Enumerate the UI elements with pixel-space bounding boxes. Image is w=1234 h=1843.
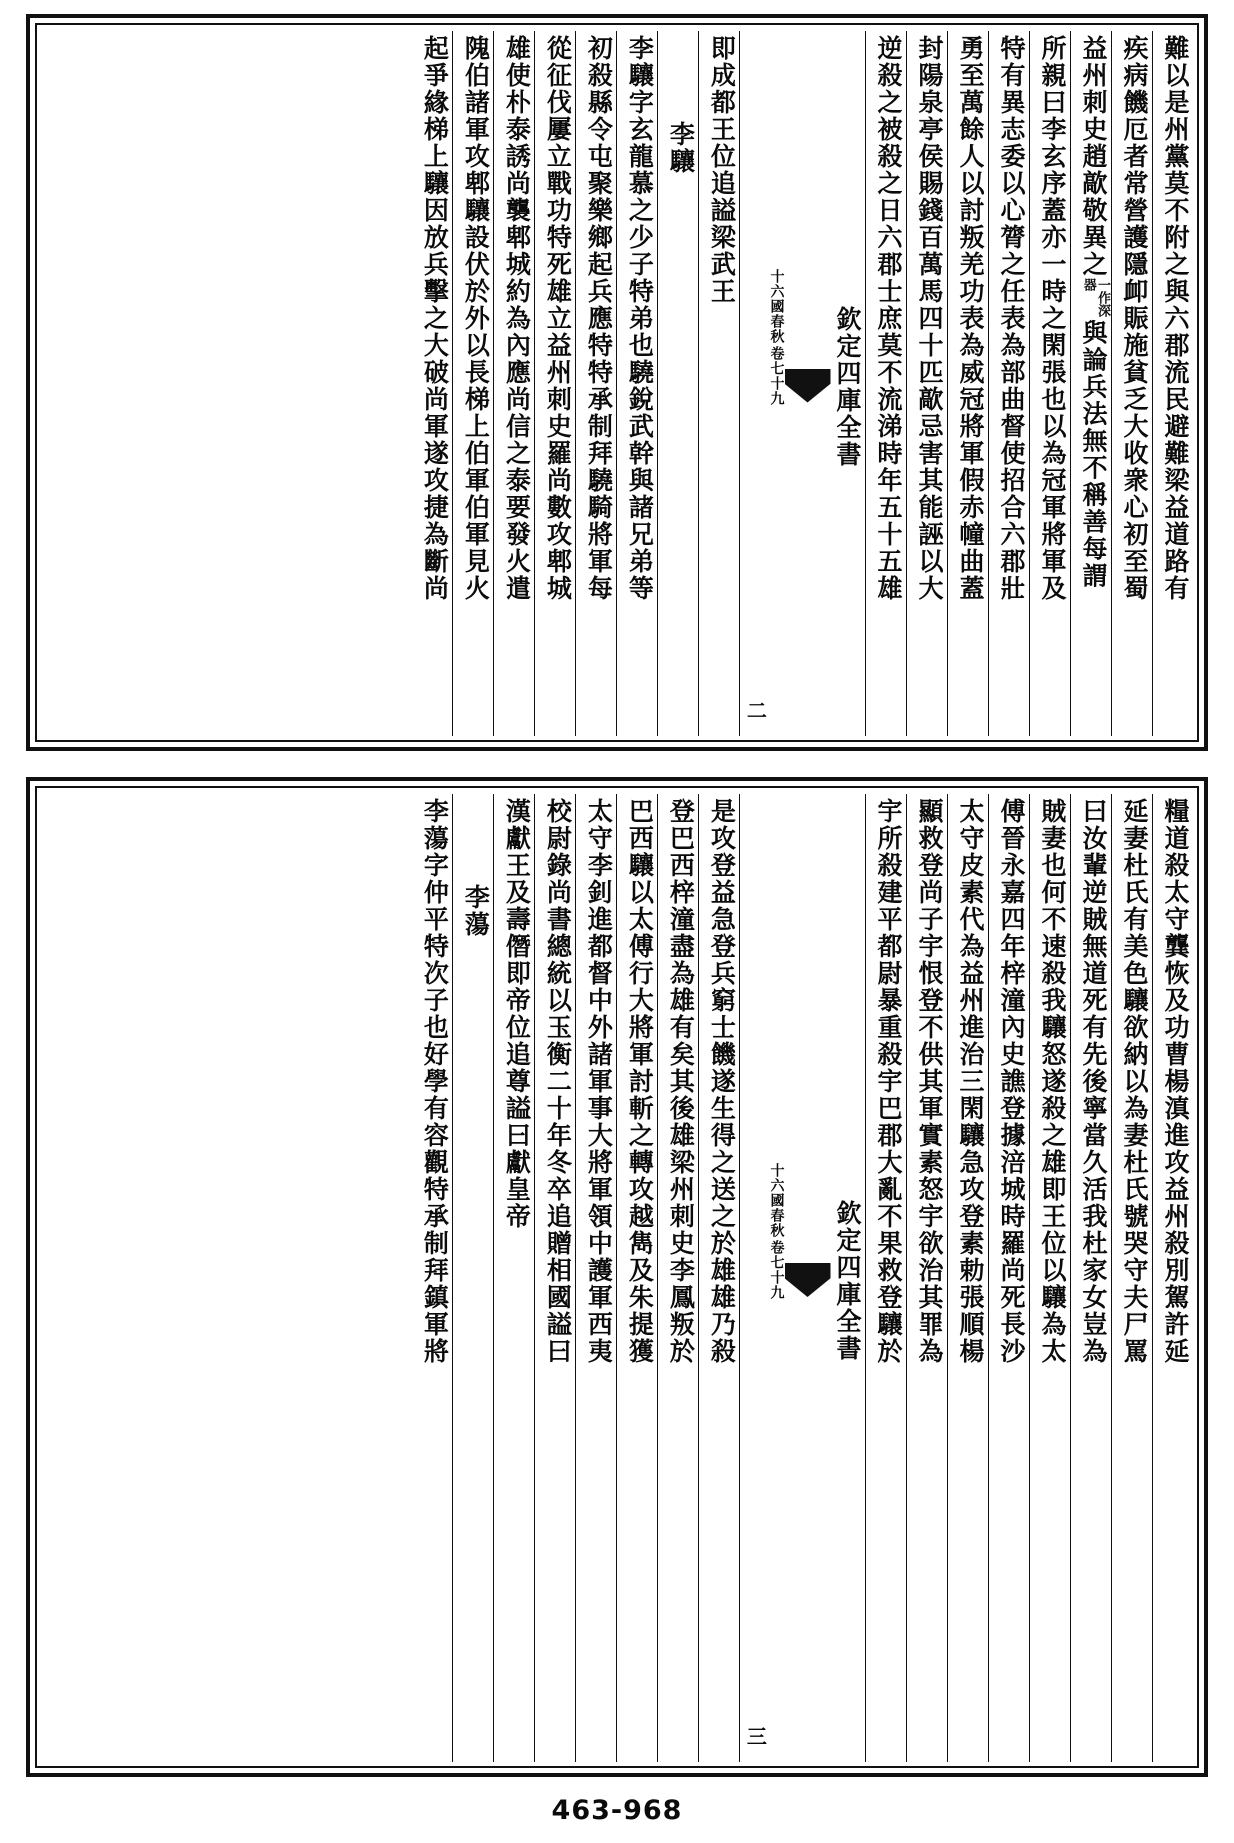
series-title: 欽定四庫全書 — [833, 305, 862, 468]
text-column: 賊妻也何不速殺我驤怒遂殺之雄即王位以驤為太 — [1029, 794, 1070, 1762]
text-column: 初殺縣令屯聚樂鄉起兵應特特承制拜驍騎將軍每 — [575, 31, 616, 736]
text-column: 即成都王位追謚梁武王 — [698, 31, 739, 736]
volume-note-line1: 十六國春秋 — [768, 268, 785, 344]
text-column-with-annotation — [1070, 31, 1111, 736]
text-column: 傅晉永嘉四年梓潼內史譙登據涪城時羅尚死長沙 — [988, 794, 1029, 1762]
text-column: 太守李釗進都督中外諸軍事大將軍領中護軍西夷 — [575, 794, 616, 1762]
section-heading — [452, 794, 493, 1762]
fish-tail-mark — [785, 1263, 831, 1297]
text-column: 是攻登益急登兵窮士饑遂生得之送之於雄雄乃殺 — [698, 794, 739, 1762]
text-column: 難以是州黨莫不附之與六郡流民避難梁益道路有 — [1152, 31, 1193, 736]
leaf-bottom-inner — [35, 786, 1199, 1768]
text-column: 特有異志委以心膂之任表為部曲督使招合六郡壯 — [988, 31, 1029, 736]
section-heading — [657, 31, 698, 736]
text-column: 雄使朴泰誘尚襲郫城約為內應尚信之泰要發火遣 — [493, 31, 534, 736]
text-column: 李蕩字仲平特次子也好學有容觀特承制拜鎮軍將 — [420, 798, 450, 1365]
text-column: 顯救登尚子宇恨登不供其軍實素怒宇欲治其罪為 — [906, 794, 947, 1762]
text-column: 漢獻王及壽僭即帝位追尊謚曰獻皇帝 — [493, 794, 534, 1762]
text-column: 李驤字玄龍慕之少子特弟也驍銳武幹與諸兄弟等 — [616, 31, 657, 736]
text-column: 宇所殺建平都尉暴重殺宇巴郡大亂不果救登驤於 — [865, 794, 906, 1762]
column-text: 益州刺史趙歊敬異之 — [1079, 35, 1108, 278]
leaf-bottom — [26, 777, 1208, 1777]
page-footer: 463-968 — [551, 1795, 683, 1826]
text-column: 逆殺之被殺之日六郡士庶莫不流涕時年五十五雄 — [865, 31, 906, 736]
center-banner — [739, 31, 865, 736]
volume-note-line1: 十六國春秋 — [768, 1163, 785, 1238]
text-column: 太守皮素代為益州進治三閑驤急攻登素勅張順楊 — [947, 794, 988, 1762]
text-column: 登巴西梓潼盡為雄有矣其後雄梁州刺史李鳳叛於 — [657, 794, 698, 1762]
text-column: 曰汝輩逆賊無道死有先後寧當久活我杜家女豈為 — [1070, 794, 1111, 1762]
volume-note-line2: 卷七十九 — [768, 345, 785, 406]
text-column: 勇至萬餘人以討叛羌功表為威冠將軍假赤幢曲蓋 — [947, 31, 988, 736]
page-number: 二 — [743, 700, 768, 722]
section-heading-text: 李蕩 — [461, 884, 491, 938]
text-column: 糧道殺太守龔恢及功曹楊滇進攻益州殺別駕許延 — [1152, 794, 1193, 1762]
text-column: 所親曰李玄序蓋亦一時之閑張也以為冠軍將軍及 — [1029, 31, 1070, 736]
volume-note — [768, 1163, 784, 1393]
column-text-cont: 與論兵法無不稱善每謂 — [1079, 319, 1108, 590]
leaf-top-inner — [35, 23, 1199, 742]
text-column: 隗伯諸軍攻郫驤設伏於外以長梯上伯軍伯軍見火 — [452, 31, 493, 736]
interlinear-note: 一作深器 — [1080, 278, 1110, 317]
volume-note-line2: 卷七十九 — [768, 1240, 785, 1300]
text-column: 起爭緣梯上驤因放兵擊之大破尚軍遂攻捷為斷尚 — [420, 35, 450, 602]
fish-tail-mark — [785, 369, 831, 403]
text-column: 延妻杜氏有美色驤欲納以為妻杜氏號哭守夫尸罵 — [1111, 794, 1152, 1762]
text-column: 封陽泉亭侯賜錢百萬馬四十匹歊忌害其能誣以大 — [906, 31, 947, 736]
leaf-top — [26, 14, 1208, 751]
section-heading-text: 李驤 — [666, 121, 696, 175]
volume-note — [768, 269, 784, 499]
series-title: 欽定四庫全書 — [833, 1200, 862, 1362]
page-number: 三 — [743, 1726, 768, 1748]
text-column: 從征伐屢立戰功特死雄立益州刺史羅尚數攻郫城 — [534, 31, 575, 736]
center-banner — [739, 794, 865, 1762]
text-column: 疾病饑厄者常營護隱卹賑施貧乏大收衆心初至蜀 — [1111, 31, 1152, 736]
text-column: 巴西驤以太傅行大將軍討斬之轉攻越雋及朱提獲 — [616, 794, 657, 1762]
text-column: 校尉錄尚書總統以玉衡二十年冬卒追贈相國謚曰 — [534, 794, 575, 1762]
